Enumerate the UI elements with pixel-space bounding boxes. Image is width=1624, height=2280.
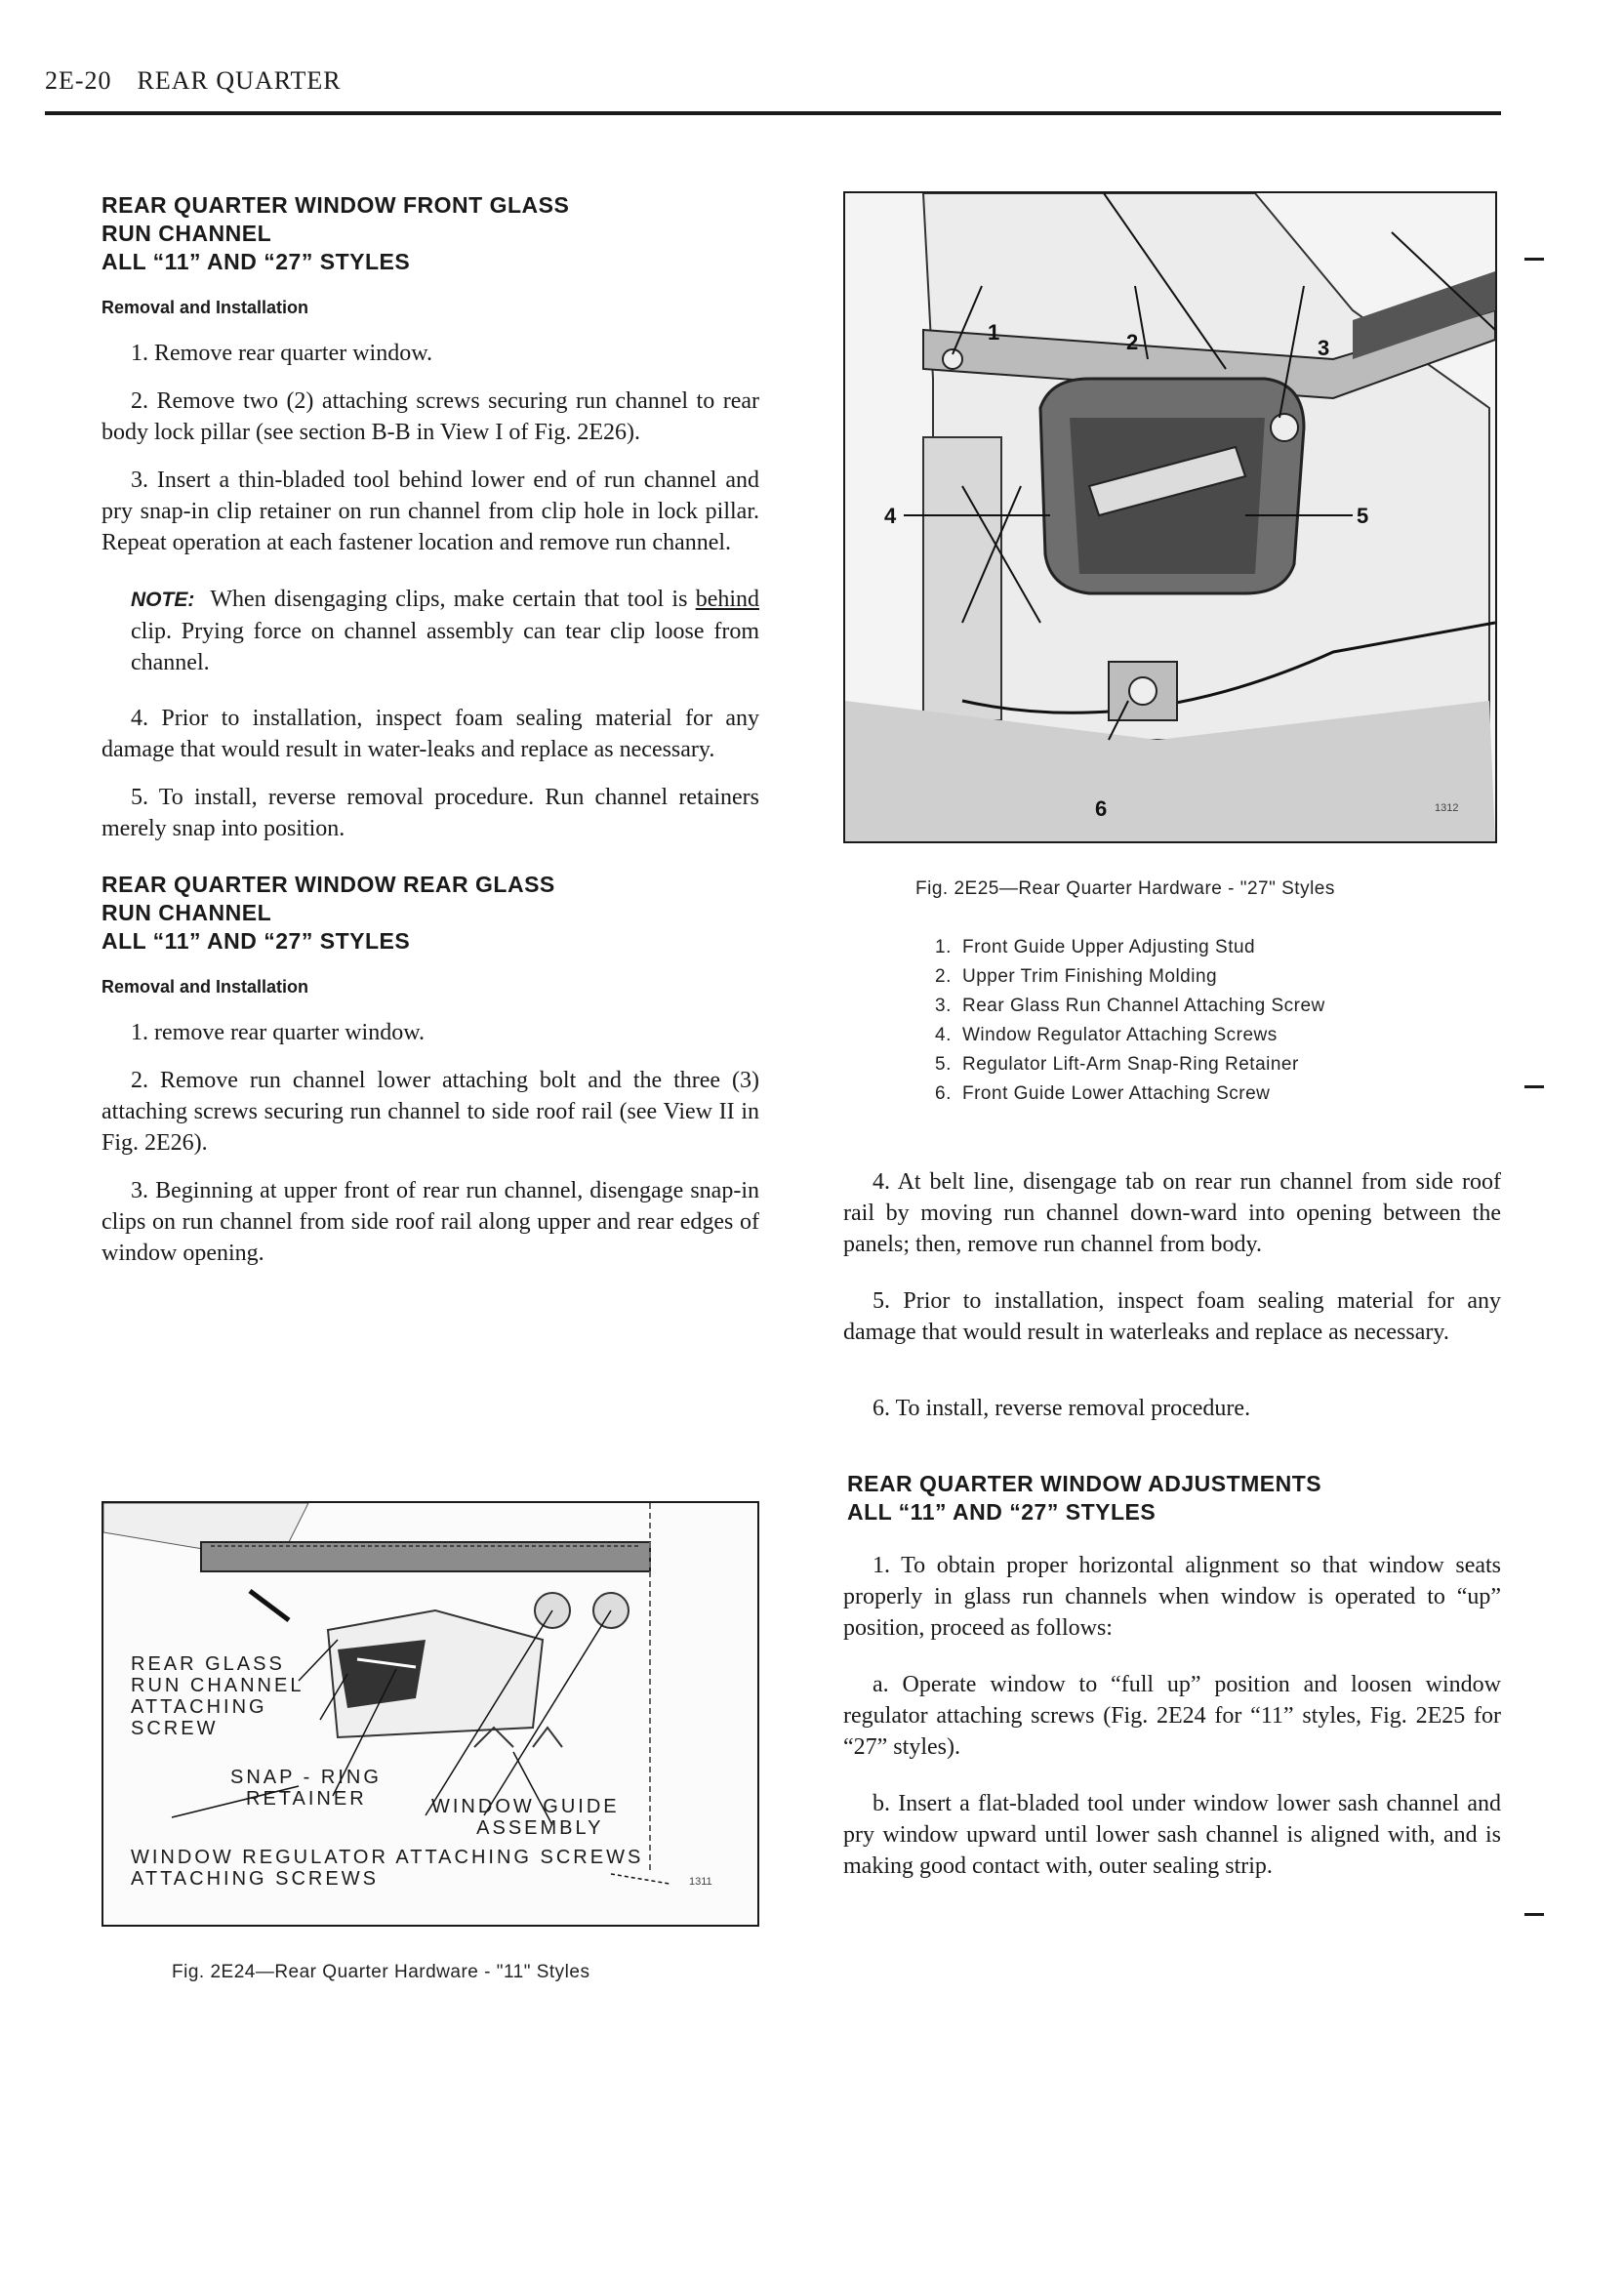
- legend-item: 3. Rear Glass Run Channel Attaching Screw: [935, 996, 1325, 1016]
- step-paragraph: 1. Remove rear quarter window.: [131, 341, 432, 366]
- label-regulator-screws: WINDOW REGULATOR ATTACHING SCREWS ATTACHING SCREWS: [131, 1847, 644, 1890]
- note-underlined: behind: [695, 587, 760, 612]
- step-paragraph: 3. Beginning at upper front of rear run channel, disengage snap-in clips on run channel from side roof rail along upper and rear edges of window opening.: [102, 1178, 759, 1266]
- figure-code: 1312: [1435, 802, 1459, 814]
- margin-mark: [1524, 258, 1544, 261]
- callout-1: 1: [988, 320, 1000, 345]
- heading-line: REAR QUARTER WINDOW REAR GLASS: [102, 872, 555, 897]
- subhead-removal: Removal and Installation: [102, 977, 309, 997]
- note-paragraph: [102, 584, 759, 678]
- figure-2e25-legend: [935, 933, 1325, 1109]
- step-paragraph: 5. To install, reverse removal procedure. Run channel retainers merely snap into position.: [102, 785, 759, 841]
- note-text-after: clip. Prying force on channel assembly can tear clip loose from channel.: [131, 619, 759, 675]
- right-column: [843, 1166, 1501, 1898]
- section-heading-rear-glass: [102, 871, 759, 956]
- step-paragraph: 5. Prior to installation, inspect foam sealing material for any damage that would result in waterleaks and replace as necessary.: [843, 1288, 1501, 1345]
- figure-2e25-caption: Fig. 2E25—Rear Quarter Hardware - "27" Styles: [915, 878, 1335, 899]
- label-window-guide: WINDOW GUIDE ASSEMBLY: [431, 1796, 620, 1839]
- heading-line: REAR QUARTER WINDOW FRONT GLASS: [102, 192, 570, 218]
- figure-2e24-caption: Fig. 2E24—Rear Quarter Hardware - "11" Styles: [172, 1962, 590, 1982]
- section-heading-front-glass: [102, 191, 759, 276]
- header-rule: [45, 111, 1501, 115]
- note-text-before: When disengaging clips, make certain that tool is: [210, 587, 688, 612]
- figure-2e25: [843, 191, 1497, 843]
- figure-2e24: [102, 1501, 759, 1927]
- step-paragraph: 1. remove rear quarter window.: [131, 1020, 425, 1045]
- step-paragraph: a. Operate window to “full up” position and loosen window regulator attaching screws (Fig. 2E24 for “11” styles, Fig. 2E25 for “27” styles).: [843, 1672, 1501, 1760]
- figure-2e25-illustration: [845, 193, 1495, 841]
- heading-line: REAR QUARTER WINDOW ADJUSTMENTS: [847, 1471, 1322, 1496]
- legend-item: 6. Front Guide Lower Attaching Screw: [935, 1083, 1271, 1104]
- step-paragraph: 4. Prior to installation, inspect foam sealing material for any damage that would result in water-leaks and replace as necessary.: [102, 706, 759, 762]
- step-paragraph: 6. To install, reverse removal procedure.: [873, 1396, 1251, 1421]
- left-column: [102, 191, 759, 1285]
- heading-line: ALL “11” AND “27” STYLES: [102, 928, 411, 954]
- step-paragraph: 4. At belt line, disengage tab on rear run channel from side roof rail by moving run channel down-ward into opening between the panels; then, remove run channel from body.: [843, 1169, 1501, 1257]
- page-header: [45, 66, 342, 96]
- callout-6: 6: [1095, 796, 1108, 821]
- subhead-removal: Removal and Installation: [102, 298, 309, 317]
- legend-item: 1. Front Guide Upper Adjusting Stud: [935, 937, 1256, 957]
- label-rear-glass-screw: REAR GLASS RUN CHANNEL ATTACHING SCREW: [131, 1653, 304, 1739]
- heading-line: RUN CHANNEL: [102, 221, 272, 246]
- section-title: REAR QUARTER: [137, 66, 342, 95]
- callout-4: 4: [884, 504, 897, 528]
- step-paragraph: 2. Remove two (2) attaching screws securing run channel to rear body lock pillar (see section B-B in View I of Fig. 2E26).: [102, 388, 759, 445]
- label-snap-ring: SNAP - RING RETAINER: [230, 1767, 382, 1810]
- step-paragraph: 3. Insert a thin-bladed tool behind lower end of run channel and pry snap-in clip retainer on run channel from clip hole in lock pillar. Repeat operation at each fastener location and remove run channel.: [102, 468, 759, 555]
- callout-3: 3: [1318, 336, 1330, 360]
- step-paragraph: 1. To obtain proper horizontal alignment so that window seats properly in glass run channels when window is operated to “up” position, proceed as follows:: [843, 1553, 1501, 1641]
- heading-line: ALL “11” AND “27” STYLES: [847, 1499, 1157, 1525]
- section-heading-adjustments: [843, 1470, 1501, 1527]
- callout-2: 2: [1126, 330, 1139, 354]
- note-label: NOTE:: [131, 589, 195, 611]
- page-number: 2E-20: [45, 66, 112, 95]
- legend-item: 5. Regulator Lift-Arm Snap-Ring Retainer: [935, 1054, 1299, 1075]
- step-paragraph: 2. Remove run channel lower attaching bolt and the three (3) attaching screws securing run channel to side roof rail (see View II in Fig. 2E26).: [102, 1068, 759, 1156]
- margin-mark: [1524, 1085, 1544, 1088]
- callout-5: 5: [1357, 504, 1369, 528]
- figure-code: 1311: [689, 1876, 712, 1888]
- heading-line: ALL “11” AND “27” STYLES: [102, 249, 411, 274]
- legend-item: 4. Window Regulator Attaching Screws: [935, 1025, 1278, 1045]
- step-paragraph: b. Insert a flat-bladed tool under window lower sash channel and pry window upward until lower sash channel is aligned with, and is making good contact with, outer sealing strip.: [843, 1791, 1501, 1879]
- margin-mark: [1524, 1913, 1544, 1916]
- heading-line: RUN CHANNEL: [102, 900, 272, 925]
- legend-item: 2. Upper Trim Finishing Molding: [935, 966, 1218, 987]
